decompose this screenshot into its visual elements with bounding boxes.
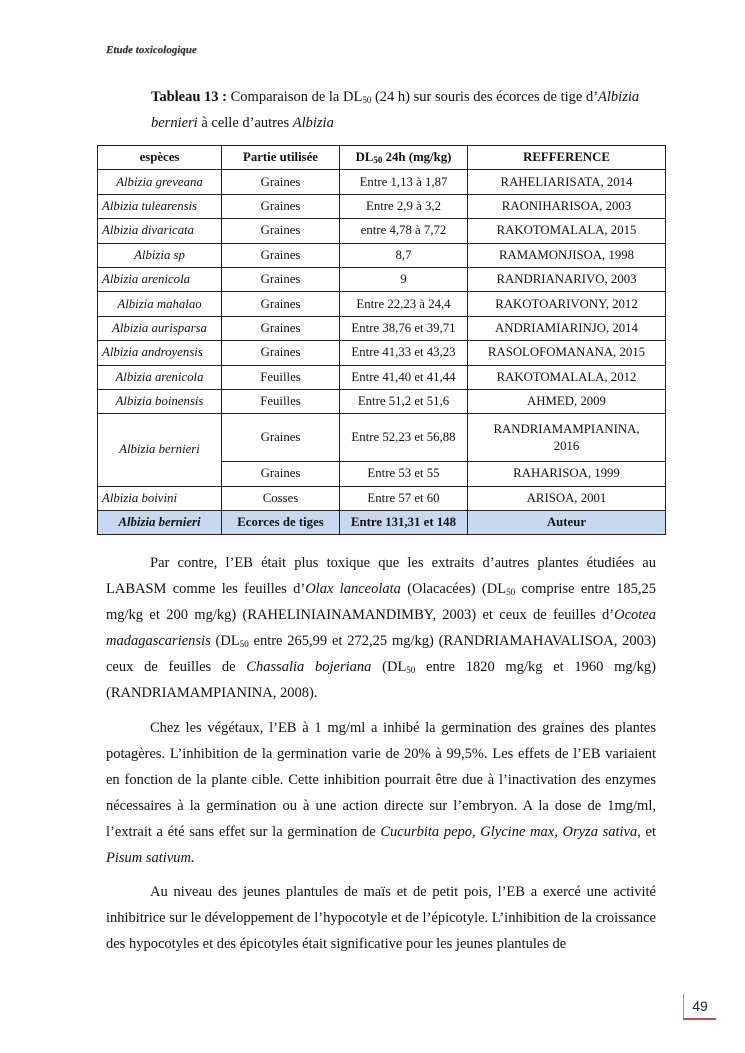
cell-reference: ARISOA, 2001: [468, 486, 666, 510]
table-row: [98, 292, 666, 316]
p2-text: et: [640, 823, 656, 840]
header-dl-text: DL: [355, 150, 374, 165]
cell-species: Albizia bernieri: [98, 511, 222, 535]
cell-reference: RAKOTOMALALA, 2012: [468, 365, 666, 389]
cell-reference: AHMED, 2009: [468, 389, 666, 413]
body-text: [106, 550, 656, 966]
cell-species: Albizia divaricata: [98, 219, 222, 243]
comparison-table: [97, 145, 666, 535]
table-row: [98, 365, 666, 389]
p2-species: Pisum sativum.: [106, 849, 195, 866]
cell-species: Albizia greveana: [98, 170, 222, 194]
table-header-row: [98, 146, 666, 170]
paragraph-1: [106, 550, 656, 706]
cell-dl50: Entre 53 et 55: [340, 462, 468, 486]
cell-species: Albizia arenicola: [98, 365, 222, 389]
table-row-highlighted: [98, 511, 666, 535]
p1-species: Chassalia bojeriana: [246, 659, 372, 675]
cell-species: Albizia arenicola: [98, 267, 222, 291]
cell-part: Graines: [222, 316, 340, 340]
cell-species: Albizia sp: [98, 243, 222, 267]
p1-text: entre 265,99 et 272,25 mg/kg) (RANDRIAMAHAVALISOA, 2003) ceux de feuilles de: [106, 633, 656, 675]
cell-dl50: Entre 2,9 à 3,2: [340, 194, 468, 218]
cell-species: Albizia androyensis: [98, 341, 222, 365]
p1-subscript: 50: [239, 639, 249, 649]
cell-species: Albizia mahalao: [98, 292, 222, 316]
p1-text: (DL: [210, 633, 240, 649]
caption-subscript: 50: [362, 95, 372, 105]
caption-text-1: Comparaison de la DL: [227, 89, 363, 105]
cell-dl50: entre 4,78 à 7,72: [340, 219, 468, 243]
p1-text: (DL: [371, 659, 407, 675]
table-row: [98, 219, 666, 243]
cell-species: Albizia boinensis: [98, 389, 222, 413]
p1-text: Par contre, l’EB était plus toxique que les extraits d’autres plantes étudiées au LABASM comme les feuilles d’: [106, 555, 656, 597]
header-reference: REFFERENCE: [468, 146, 666, 170]
caption-label: Tableau 13 :: [151, 89, 228, 105]
cell-part: Graines: [222, 170, 340, 194]
cell-part: Ecorces de tiges: [222, 511, 340, 535]
cell-species: Albizia aurisparsa: [98, 316, 222, 340]
cell-dl50: Entre 1,13 à 1,87: [340, 170, 468, 194]
p2-species: Cucurbita pepo, Glycine max, Oryza sativa,: [380, 823, 641, 840]
p1-subscript: 50: [406, 665, 416, 675]
caption-species: Albizia bernieri: [151, 89, 640, 131]
cell-part: Graines: [222, 341, 340, 365]
cell-species: Albizia boivini: [98, 486, 222, 510]
paragraph-2: [106, 715, 656, 871]
cell-part: Feuilles: [222, 365, 340, 389]
caption-text-2: (24 h) sur souris des écorces de tige d’: [371, 89, 599, 105]
p1-species: Ocotea madagascariensis: [106, 607, 656, 649]
cell-reference: [468, 414, 666, 462]
cell-dl50: Entre 51,2 et 51,6: [340, 389, 468, 413]
running-header: Etude toxicologique: [106, 44, 197, 56]
cell-dl50: 8,7: [340, 243, 468, 267]
table-row: [98, 341, 666, 365]
cell-dl50: Entre 22,23 à 24,4: [340, 292, 468, 316]
cell-reference: RAKOTOARIVONY, 2012: [468, 292, 666, 316]
table-row: [98, 267, 666, 291]
cell-reference: RAKOTOMALALA, 2015: [468, 219, 666, 243]
cell-dl50: Entre 52,23 et 56,88: [340, 414, 468, 462]
cell-dl50: Entre 57 et 60: [340, 486, 468, 510]
cell-part: Graines: [222, 243, 340, 267]
header-dl-unit: 24h (mg/kg): [382, 150, 452, 165]
paragraph-3: Au niveau des jeunes plantules de maïs et de petit pois, l’EB a exercé une activité inhibitrice sur le développement de l’hypocotyle et de l’épicotyle. L’inhibition de la croissance des hypocotyles et des épicotyles était significative pour les jeunes plantules de: [106, 884, 656, 952]
cell-dl50: Entre 41,33 et 43,23: [340, 341, 468, 365]
cell-dl50: Entre 41,40 et 41,44: [340, 365, 468, 389]
header-dl-sub: 50: [373, 155, 383, 166]
p1-text: (Olacacées) (DL: [400, 581, 507, 597]
caption-text-3: à celle d’autres: [197, 115, 293, 131]
table-row: [98, 194, 666, 218]
cell-reference-line-1: RANDRIAMAMPIANINA,: [493, 421, 640, 436]
cell-species: Albizia bernieri: [98, 414, 222, 486]
cell-reference-line-2: 2016: [553, 438, 580, 453]
cell-dl50: Entre 38,76 et 39,71: [340, 316, 468, 340]
cell-reference: ANDRIAMIARINJO, 2014: [468, 316, 666, 340]
table-row: [98, 389, 666, 413]
cell-part: Feuilles: [222, 389, 340, 413]
cell-reference: RAMAMONJISOA, 1998: [468, 243, 666, 267]
table-row: [98, 414, 666, 462]
cell-reference: Auteur: [468, 511, 666, 535]
p1-subscript: 50: [506, 587, 516, 597]
p1-text: entre 1820 mg/kg et 1960 mg/kg) (RANDRIAMAMPIANINA, 2008).: [106, 659, 656, 701]
cell-part: Graines: [222, 194, 340, 218]
cell-reference: RAONIHARISOA, 2003: [468, 194, 666, 218]
header-species: espèces: [98, 146, 222, 170]
cell-part: Graines: [222, 292, 340, 316]
cell-reference: RANDRIANARIVO, 2003: [468, 267, 666, 291]
p2-text: Chez les végétaux, l’EB à 1 mg/ml a inhibé la germination des graines des plantes potagères. L’inhibition de la germination varie de 20% à 99,5%. Les effets de l’EB variaient en fonction de la plante cible. Cette inhibition pourrait être due à l’inactivation des enzymes nécessaires à la germination ou à une action directe sur l’embryon. A la dose de 1mg/ml, l’extrait a été sans effet sur la germination de: [106, 719, 656, 840]
cell-part: Graines: [222, 462, 340, 486]
table-caption: [151, 84, 661, 136]
table-row: [98, 170, 666, 194]
cell-part: Graines: [222, 414, 340, 462]
page-number: 49: [683, 994, 716, 1020]
caption-genus: Albizia: [292, 115, 334, 131]
cell-part: Graines: [222, 219, 340, 243]
cell-species: Albizia tulearensis: [98, 194, 222, 218]
cell-part: Graines: [222, 267, 340, 291]
table-row: [98, 486, 666, 510]
header-part: Partie utilisée: [222, 146, 340, 170]
table-row: [98, 243, 666, 267]
cell-reference: RASOLOFOMANANA, 2015: [468, 341, 666, 365]
p1-species: Olax lanceolata: [305, 581, 401, 597]
table-row: [98, 316, 666, 340]
cell-reference: RAHARISOA, 1999: [468, 462, 666, 486]
cell-reference: RAHELIARISATA, 2014: [468, 170, 666, 194]
p1-text: comprise entre 185,25 mg/kg et 200 mg/kg) (RAHELINIAINAMANDIMBY, 2003) et ceux de feuilles d’: [106, 581, 656, 623]
cell-dl50: Entre 131,31 et 148: [340, 511, 468, 535]
cell-dl50: 9: [340, 267, 468, 291]
header-dl50: [340, 146, 468, 170]
cell-part: Cosses: [222, 486, 340, 510]
